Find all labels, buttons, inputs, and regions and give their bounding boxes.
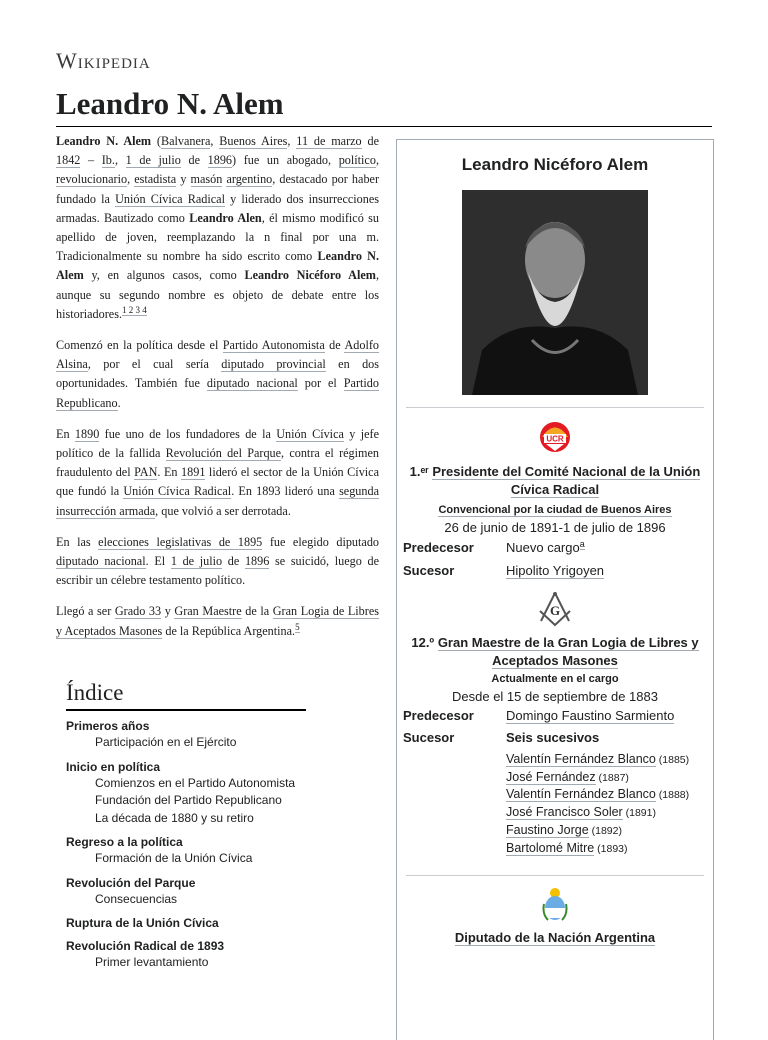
toc-subsection-link[interactable]: Comienzos en el Partido Autonomista: [95, 775, 296, 790]
office3-link[interactable]: Diputado de la Nación Argentina: [454, 930, 656, 946]
article-link[interactable]: Buenos Aires: [219, 134, 288, 148]
toc-subsection-link[interactable]: Fundación del Partido Republicano: [95, 793, 282, 807]
text-run: ,: [375, 153, 379, 168]
text-run: de: [361, 134, 379, 148]
article-link[interactable]: revolucionario: [56, 172, 128, 187]
predecessor-link[interactable]: Domingo Faustino Sarmiento: [506, 708, 675, 723]
text-run: , por el cual sería: [87, 357, 222, 372]
text-run: y: [161, 604, 175, 619]
text-run: Comenzó en la política desde el: [56, 338, 223, 353]
office3-title: [397, 929, 713, 947]
text-run: de: [324, 338, 345, 353]
wikipedia-logo[interactable]: Wikipedia: [56, 48, 151, 73]
article-link[interactable]: diputado nacional: [56, 554, 146, 569]
article-link[interactable]: Ib.: [101, 153, 115, 168]
article-link[interactable]: político: [338, 153, 376, 168]
text-run: y liderado dos insurrecciones armadas. Bautizado como: [56, 191, 379, 225]
successor-list: [506, 751, 713, 857]
citation-link[interactable]: 5: [295, 621, 300, 632]
article-link[interactable]: Unión Cívica Radical: [123, 484, 232, 499]
successor-item: [506, 822, 713, 840]
successor-item: [506, 804, 713, 822]
text-run: de la República Argentina.: [162, 623, 296, 638]
text-run: de: [180, 153, 208, 168]
text-run: , él mismo modificó su apellido de joven, reemplazando la n final por una m. Tradicionalmente su nombre ha sido escrito como: [56, 210, 379, 264]
page-title: Leandro N. Alem: [56, 86, 284, 121]
office1-link[interactable]: Presidente del Comité Nacional de la Unión Cívica Radical: [432, 464, 701, 497]
article-body: [56, 132, 379, 653]
article-link[interactable]: 1890: [74, 426, 100, 441]
article-link[interactable]: 1896: [207, 153, 233, 168]
successor-name-link[interactable]: Valentín Fernández Blanco: [506, 752, 656, 766]
infobox-name: Leandro Nicéforo Alem: [461, 155, 649, 174]
text-run: ,: [127, 172, 135, 187]
toc-list: [66, 718, 366, 972]
article-link[interactable]: 1842: [56, 153, 81, 168]
successor-name-link[interactable]: José Fernández: [506, 769, 596, 784]
article-link[interactable]: Grado 33: [114, 604, 162, 619]
article-link[interactable]: 1 de julio: [170, 554, 223, 569]
office1-subtitle: [397, 504, 713, 516]
article-link[interactable]: diputado nacional: [206, 376, 298, 391]
article-link[interactable]: Unión Cívica Radical: [115, 191, 225, 206]
office1-title: [397, 463, 713, 499]
office2-dates: Desde el 15 de septiembre de 1883: [452, 689, 658, 704]
office1-dates: 26 de junio de 1891-1 de julio de 1896: [444, 520, 666, 535]
predecessor-value: Nuevo cargo: [506, 540, 580, 555]
successor-item: [506, 786, 713, 804]
office2-ordinal: 12.º: [411, 635, 435, 650]
office2-successor-row: [403, 728, 713, 857]
svg-text:G: G: [549, 603, 561, 618]
text-run: . El: [145, 554, 171, 569]
office1-successor-row: [403, 561, 713, 581]
article-link[interactable]: masón: [190, 172, 223, 187]
toc-section-link[interactable]: Primeros años: [66, 719, 150, 733]
successor-label: Sucesor: [403, 563, 455, 578]
article-link[interactable]: 1896: [244, 554, 270, 569]
toc-subsection-link[interactable]: Primer levantamiento: [95, 955, 209, 969]
text-run: Llegó a ser: [56, 604, 115, 619]
text-run: .: [117, 395, 121, 410]
article-link[interactable]: segunda insurrección armada: [56, 484, 379, 518]
text-run: lideró el sector de la Unión Cívica que fundó la: [56, 465, 379, 499]
text-run: ) fue un abogado,: [232, 153, 339, 168]
article-link[interactable]: Balvanera: [160, 134, 211, 148]
infobox-divider: [406, 875, 704, 876]
text-run: de la: [241, 604, 273, 619]
paragraph-masonry: [56, 602, 379, 640]
text-run: se suicidó, luego de escribir un célebre testamento político.: [56, 554, 379, 588]
successor-name-link[interactable]: Bartolomé Mitre: [506, 840, 595, 855]
successor-name-link[interactable]: Valentín Fernández Blanco: [506, 787, 656, 802]
citation-link[interactable]: 1 2 3 4: [122, 304, 147, 315]
article-link[interactable]: Partido Autonomista: [222, 338, 325, 353]
text-run: En: [56, 426, 75, 441]
text-run: en dos oportunidades. También fue: [56, 357, 379, 391]
text-run: . En 1893 lideró una: [231, 484, 340, 499]
toc-subsection-link[interactable]: Formación de la Unión Cívica: [95, 851, 253, 865]
text-run: fue uno de los fundadores de la: [99, 426, 277, 441]
article-link[interactable]: Partido Republicano: [56, 376, 379, 410]
successor-label: Sucesor: [403, 730, 455, 745]
paragraph-union-civica: [56, 425, 379, 521]
successor-item: [506, 840, 713, 858]
predecessor-label: Predecesor: [403, 540, 474, 555]
article-link[interactable]: Unión Cívica: [276, 426, 344, 441]
title-divider: [56, 126, 712, 127]
successor-year: (1885): [655, 754, 690, 766]
text-run: , que volvió a ser derrotada.: [155, 503, 291, 518]
office2-link[interactable]: Gran Maestre de la Gran Logia de Libres y Aceptados Masones: [437, 635, 699, 668]
text-run: ,: [114, 153, 126, 168]
paragraph-intro: [56, 132, 379, 324]
toc-section-link[interactable]: Ruptura de la Unión Cívica: [66, 916, 219, 930]
office1-subtitle-link[interactable]: Convencional por la ciudad de Buenos Aires: [438, 504, 672, 516]
argentina-coat-of-arms-icon: [397, 886, 713, 927]
office2-predecessor-row: [403, 706, 713, 726]
toc-heading: Índice: [66, 680, 306, 711]
text-run: por el: [297, 376, 344, 391]
text-run: . En: [157, 465, 182, 480]
article-link[interactable]: argentino: [226, 172, 273, 187]
successor-year: (1888): [655, 789, 690, 802]
text-run: , destacado por haber fundado la: [56, 172, 379, 206]
bold-term: Leandro N. Alem: [56, 134, 152, 148]
article-link[interactable]: elecciones legislativas de 1895: [98, 534, 263, 549]
article-link[interactable]: 11 de marzo: [296, 134, 362, 148]
office2-title: [397, 634, 713, 670]
text-run: fue elegido diputado: [262, 534, 380, 549]
infobox-divider: [406, 407, 704, 408]
table-of-contents: [66, 680, 366, 972]
svg-text:UCR: UCR: [546, 434, 564, 444]
article-link[interactable]: Gran Maestre: [174, 604, 242, 619]
toc-subsection-link[interactable]: Consecuencias: [95, 891, 178, 906]
text-run: de: [222, 554, 245, 569]
bold-term: Leandro Nicéforo Alem: [244, 268, 376, 283]
article-link[interactable]: PAN: [134, 465, 158, 480]
bold-term: Leandro Alen: [189, 210, 262, 225]
office2-subtitle: Actualmente en el cargo: [491, 673, 619, 685]
article-link[interactable]: Adolfo Alsina: [56, 338, 379, 372]
office1-ordinal: 1.ᵉʳ: [409, 464, 429, 479]
successor-name-link[interactable]: Faustino Jorge: [506, 822, 589, 837]
toc-subsection-link[interactable]: La década de 1880 y su retiro: [95, 810, 254, 825]
toc-subsection-link[interactable]: Participación en el Ejército: [95, 735, 237, 749]
text-run: , aunque su segundo nombre es objeto de debate entre los historiadores.: [56, 268, 379, 321]
article-link[interactable]: estadista: [134, 172, 177, 187]
office1-predecessor-row: [403, 538, 713, 558]
successor-year: (1887): [595, 771, 629, 784]
article-link[interactable]: Revolución del Parque: [165, 446, 282, 461]
predecessor-label: Predecesor: [403, 708, 474, 723]
text-run: (: [151, 134, 161, 148]
ucr-emblem-icon: [397, 420, 713, 459]
text-run: y, en algunos casos, como: [83, 268, 245, 283]
paragraph-politics: [56, 336, 379, 413]
successor-item: [506, 751, 713, 769]
successor-year: (1893): [594, 842, 628, 855]
successor-year: (1892): [588, 824, 622, 837]
successor-name-link[interactable]: José Francisco Soler: [506, 805, 623, 820]
article-link[interactable]: 1891: [181, 465, 206, 480]
portrait-photo: [462, 190, 648, 395]
portrait-image[interactable]: [462, 190, 648, 395]
text-run: En las: [56, 534, 99, 549]
successor-header: Seis sucesivos: [506, 730, 600, 745]
text-run: ,: [287, 134, 297, 148]
article-link[interactable]: diputado provincial: [221, 357, 326, 372]
successor-year: (1891): [622, 807, 656, 820]
toc-section-link[interactable]: Regreso a la política: [66, 835, 183, 849]
toc-section-link[interactable]: Inicio en política: [66, 759, 161, 774]
successor-item: [506, 769, 713, 787]
successor-link[interactable]: Hipolito Yrigoyen: [506, 563, 605, 578]
toc-section-link[interactable]: Revolución Radical de 1893: [66, 939, 225, 953]
paragraph-1895: [56, 533, 379, 591]
text-run: y: [176, 172, 191, 187]
text-run: y jefe político de la fallida: [56, 426, 379, 461]
text-run: , contra el régimen fraudulento del: [56, 446, 379, 480]
masonic-emblem-icon: [397, 591, 713, 632]
note-a-link[interactable]: a: [579, 538, 585, 549]
bold-term: Leandro N. Alem: [56, 249, 380, 283]
toc-section-link[interactable]: Revolución del Parque: [66, 875, 196, 890]
text-run: –: [80, 153, 102, 168]
text-run: ,: [210, 134, 220, 148]
infobox: [396, 139, 714, 1040]
article-link[interactable]: 1 de julio: [125, 153, 181, 168]
article-link[interactable]: Gran Logia de Libres y Aceptados Masones: [56, 604, 379, 638]
